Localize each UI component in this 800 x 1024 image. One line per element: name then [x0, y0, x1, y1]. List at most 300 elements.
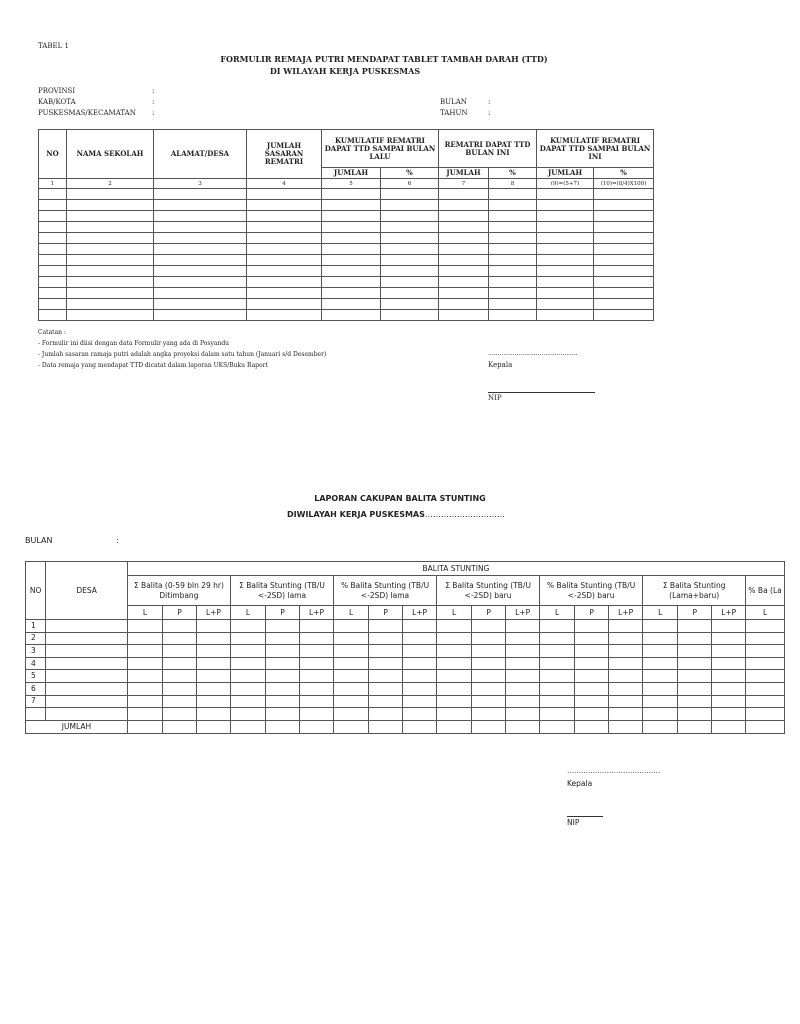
table-cell[interactable] [154, 222, 247, 233]
table-cell[interactable] [439, 277, 489, 288]
table-cell[interactable] [712, 695, 746, 708]
table-cell[interactable] [322, 288, 381, 299]
table-cell[interactable] [437, 695, 472, 708]
table-cell[interactable] [575, 657, 609, 670]
table-cell[interactable] [746, 670, 785, 683]
table-cell[interactable] [230, 682, 265, 695]
table-cell[interactable] [369, 682, 403, 695]
table-cell[interactable] [489, 222, 537, 233]
table-cell[interactable] [300, 682, 334, 695]
table-cell[interactable] [439, 189, 489, 200]
table-cell[interactable] [712, 620, 746, 633]
table-cell[interactable] [266, 682, 300, 695]
table-cell[interactable] [46, 708, 128, 721]
table-cell[interactable] [489, 233, 537, 244]
table-cell[interactable] [334, 632, 369, 645]
table-cell[interactable] [39, 211, 67, 222]
table-cell[interactable] [127, 670, 162, 683]
table-cell[interactable] [643, 682, 678, 695]
table-cell[interactable] [322, 277, 381, 288]
table-cell[interactable] [540, 645, 575, 658]
table-cell[interactable] [439, 244, 489, 255]
table-cell[interactable] [472, 695, 506, 708]
table-cell[interactable] [163, 620, 197, 633]
table-cell[interactable] [594, 189, 654, 200]
table-cell[interactable] [537, 200, 594, 211]
table-cell[interactable] [643, 695, 678, 708]
table-cell[interactable] [322, 310, 381, 321]
table-cell[interactable] [437, 670, 472, 683]
table-cell[interactable] [472, 682, 506, 695]
table-cell[interactable] [369, 645, 403, 658]
table-cell[interactable] [230, 645, 265, 658]
table-cell[interactable] [403, 682, 437, 695]
table-cell[interactable] [266, 708, 300, 721]
table-cell[interactable] [67, 288, 154, 299]
table-cell[interactable] [247, 211, 322, 222]
total-cell[interactable] [266, 720, 300, 733]
table-cell[interactable] [127, 682, 162, 695]
table-cell[interactable] [540, 620, 575, 633]
table-cell[interactable] [369, 670, 403, 683]
table-cell[interactable] [746, 695, 785, 708]
table-cell[interactable] [381, 266, 439, 277]
table-cell[interactable] [154, 310, 247, 321]
table-cell[interactable] [537, 266, 594, 277]
table-cell[interactable] [322, 266, 381, 277]
table-cell[interactable] [322, 200, 381, 211]
table-cell[interactable] [594, 277, 654, 288]
table-cell[interactable] [381, 189, 439, 200]
table-cell[interactable] [67, 244, 154, 255]
table-cell[interactable] [506, 708, 540, 721]
table-cell[interactable] [67, 299, 154, 310]
table-cell[interactable] [300, 708, 334, 721]
table-cell[interactable] [322, 299, 381, 310]
table-cell[interactable] [472, 620, 506, 633]
table-cell[interactable] [712, 682, 746, 695]
table-cell[interactable] [247, 255, 322, 266]
table-cell[interactable] [46, 632, 128, 645]
table-cell[interactable] [437, 657, 472, 670]
table-cell[interactable] [230, 657, 265, 670]
table-cell[interactable] [643, 645, 678, 658]
table-cell[interactable] [154, 200, 247, 211]
table-cell[interactable] [247, 200, 322, 211]
table-cell[interactable] [154, 244, 247, 255]
table-cell[interactable] [403, 620, 437, 633]
table-cell[interactable] [39, 222, 67, 233]
total-cell[interactable] [127, 720, 162, 733]
total-cell[interactable] [163, 720, 197, 733]
table-cell[interactable] [67, 277, 154, 288]
table-cell[interactable] [39, 288, 67, 299]
table-cell[interactable] [154, 288, 247, 299]
table-cell[interactable] [154, 211, 247, 222]
table-cell[interactable] [67, 255, 154, 266]
table-cell[interactable] [575, 670, 609, 683]
table-cell[interactable] [506, 632, 540, 645]
table-cell[interactable] [537, 299, 594, 310]
table-cell[interactable] [506, 645, 540, 658]
table-cell[interactable] [266, 632, 300, 645]
table-cell[interactable] [196, 670, 230, 683]
table-cell[interactable] [196, 620, 230, 633]
total-cell[interactable] [472, 720, 506, 733]
total-cell[interactable] [712, 720, 746, 733]
table-cell[interactable] [39, 189, 67, 200]
table-cell[interactable] [39, 299, 67, 310]
table-cell[interactable] [67, 211, 154, 222]
table-cell[interactable] [196, 682, 230, 695]
table-cell[interactable] [609, 620, 643, 633]
table-cell[interactable] [127, 645, 162, 658]
table-cell[interactable] [381, 222, 439, 233]
table-cell[interactable] [594, 211, 654, 222]
table-cell[interactable] [67, 233, 154, 244]
table-cell[interactable] [540, 670, 575, 683]
table-cell[interactable] [489, 255, 537, 266]
table-cell[interactable] [472, 645, 506, 658]
table-cell[interactable] [369, 620, 403, 633]
table-cell[interactable] [163, 682, 197, 695]
table-cell[interactable] [230, 695, 265, 708]
table-cell[interactable] [39, 266, 67, 277]
table-cell[interactable] [322, 189, 381, 200]
table-cell[interactable] [540, 695, 575, 708]
table-cell[interactable] [575, 645, 609, 658]
table-cell[interactable] [67, 200, 154, 211]
table-cell[interactable] [537, 189, 594, 200]
table-cell[interactable] [439, 200, 489, 211]
table-cell[interactable] [746, 645, 785, 658]
total-cell[interactable] [609, 720, 643, 733]
table-cell[interactable] [540, 682, 575, 695]
table-cell[interactable] [403, 670, 437, 683]
table-cell[interactable] [537, 222, 594, 233]
total-cell[interactable] [334, 720, 369, 733]
table-cell[interactable] [39, 310, 67, 321]
table-cell[interactable] [439, 288, 489, 299]
table-cell[interactable] [266, 657, 300, 670]
total-cell[interactable] [196, 720, 230, 733]
table-cell[interactable] [247, 244, 322, 255]
table-cell[interactable] [746, 682, 785, 695]
table-cell[interactable] [537, 310, 594, 321]
table-cell[interactable] [154, 189, 247, 200]
table-cell[interactable] [154, 299, 247, 310]
table-cell[interactable] [403, 657, 437, 670]
table-cell[interactable] [300, 620, 334, 633]
table-cell[interactable] [575, 682, 609, 695]
table-cell[interactable] [381, 200, 439, 211]
table-cell[interactable] [472, 708, 506, 721]
table-cell[interactable] [746, 620, 785, 633]
total-cell[interactable] [678, 720, 712, 733]
table-cell[interactable] [39, 200, 67, 211]
table-cell[interactable] [127, 695, 162, 708]
table-cell[interactable] [439, 299, 489, 310]
table-cell[interactable] [712, 632, 746, 645]
table-cell[interactable] [489, 277, 537, 288]
table-cell[interactable] [266, 695, 300, 708]
table-cell[interactable] [266, 645, 300, 658]
table-row [39, 222, 654, 233]
table-cell[interactable] [369, 708, 403, 721]
table-cell[interactable] [381, 244, 439, 255]
table-cell[interactable] [678, 670, 712, 683]
table-cell[interactable] [334, 645, 369, 658]
table-cell[interactable] [678, 708, 712, 721]
table-cell[interactable] [540, 632, 575, 645]
table-cell[interactable] [247, 310, 322, 321]
table-cell[interactable] [537, 277, 594, 288]
table-cell[interactable] [537, 244, 594, 255]
table-cell[interactable] [594, 255, 654, 266]
table-cell[interactable] [163, 632, 197, 645]
table-cell[interactable] [403, 708, 437, 721]
table-cell[interactable] [489, 266, 537, 277]
table-cell[interactable] [300, 645, 334, 658]
table-cell[interactable] [163, 670, 197, 683]
table-cell[interactable] [609, 670, 643, 683]
table-cell[interactable] [537, 255, 594, 266]
table-cell[interactable] [230, 670, 265, 683]
table-cell[interactable] [678, 682, 712, 695]
table-cell[interactable] [575, 632, 609, 645]
total-cell[interactable] [575, 720, 609, 733]
table-cell[interactable] [712, 708, 746, 721]
table-cell[interactable] [609, 695, 643, 708]
table-cell[interactable] [247, 288, 322, 299]
table-cell[interactable] [472, 632, 506, 645]
table-cell[interactable] [439, 255, 489, 266]
table-cell[interactable] [381, 310, 439, 321]
table-cell[interactable] [266, 670, 300, 683]
table-cell[interactable] [322, 255, 381, 266]
table-cell[interactable] [472, 670, 506, 683]
table-cell[interactable] [230, 632, 265, 645]
table-cell[interactable] [39, 244, 67, 255]
table-cell[interactable] [537, 233, 594, 244]
table-cell[interactable] [334, 657, 369, 670]
table-cell[interactable] [609, 632, 643, 645]
table-cell[interactable] [334, 620, 369, 633]
table-cell[interactable] [575, 708, 609, 721]
table-cell[interactable] [575, 695, 609, 708]
table-cell[interactable] [506, 620, 540, 633]
table-cell[interactable] [489, 288, 537, 299]
table-cell[interactable] [594, 288, 654, 299]
table-cell[interactable] [746, 708, 785, 721]
table-cell[interactable] [643, 708, 678, 721]
table-cell[interactable] [381, 299, 439, 310]
table-cell[interactable] [39, 277, 67, 288]
table-cell[interactable] [196, 632, 230, 645]
total-cell[interactable] [230, 720, 265, 733]
table-cell[interactable] [322, 211, 381, 222]
table-cell[interactable] [489, 299, 537, 310]
table-cell[interactable] [712, 670, 746, 683]
table-cell[interactable] [489, 310, 537, 321]
table-cell[interactable] [594, 222, 654, 233]
table-cell[interactable] [154, 277, 247, 288]
table-cell[interactable] [230, 620, 265, 633]
table-cell[interactable] [300, 670, 334, 683]
table-cell[interactable] [712, 645, 746, 658]
table-cell[interactable] [439, 266, 489, 277]
table-cell[interactable] [746, 657, 785, 670]
table-cell[interactable] [437, 708, 472, 721]
total-cell[interactable] [403, 720, 437, 733]
table-cell[interactable] [67, 266, 154, 277]
table-cell[interactable] [196, 645, 230, 658]
table-cell[interactable] [266, 620, 300, 633]
table-cell[interactable] [230, 708, 265, 721]
table-cell[interactable] [489, 200, 537, 211]
table-cell[interactable] [196, 695, 230, 708]
table-cell[interactable] [437, 620, 472, 633]
table-cell[interactable] [163, 657, 197, 670]
table-cell[interactable] [322, 222, 381, 233]
table-cell[interactable] [594, 244, 654, 255]
table-cell[interactable] [678, 695, 712, 708]
table-cell[interactable] [369, 657, 403, 670]
table-cell[interactable] [594, 310, 654, 321]
table-cell[interactable] [154, 255, 247, 266]
table-cell[interactable] [381, 233, 439, 244]
table-cell[interactable] [39, 233, 67, 244]
table-cell[interactable] [247, 266, 322, 277]
total-cell[interactable] [540, 720, 575, 733]
table-cell[interactable] [247, 222, 322, 233]
table-cell[interactable] [247, 299, 322, 310]
table-cell[interactable] [127, 708, 162, 721]
table-cell[interactable] [594, 233, 654, 244]
table-cell[interactable] [127, 657, 162, 670]
table-cell[interactable] [643, 657, 678, 670]
table-cell[interactable] [247, 277, 322, 288]
table-cell[interactable] [39, 255, 67, 266]
table-cell[interactable] [381, 288, 439, 299]
table-cell[interactable] [643, 620, 678, 633]
table-cell[interactable] [439, 310, 489, 321]
table-cell[interactable] [46, 620, 128, 633]
table-cell[interactable] [489, 244, 537, 255]
table-cell[interactable] [46, 670, 128, 683]
table-cell[interactable] [489, 189, 537, 200]
table-cell[interactable] [163, 695, 197, 708]
table-cell[interactable] [575, 620, 609, 633]
table-cell[interactable] [196, 708, 230, 721]
table-cell[interactable] [300, 632, 334, 645]
table-cell[interactable] [67, 310, 154, 321]
table-cell[interactable] [46, 695, 128, 708]
table-cell[interactable] [381, 255, 439, 266]
table-cell[interactable] [381, 211, 439, 222]
total-cell[interactable] [746, 720, 785, 733]
table-cell[interactable] [322, 233, 381, 244]
table-cell[interactable] [46, 645, 128, 658]
table-cell[interactable] [334, 695, 369, 708]
table-cell[interactable] [300, 657, 334, 670]
table-cell[interactable] [437, 632, 472, 645]
table-cell[interactable] [506, 670, 540, 683]
table-cell[interactable] [127, 632, 162, 645]
total-cell[interactable] [369, 720, 403, 733]
total-cell[interactable] [506, 720, 540, 733]
table-cell[interactable] [537, 288, 594, 299]
table-cell[interactable] [439, 222, 489, 233]
table-cell[interactable] [127, 620, 162, 633]
table-cell[interactable] [678, 632, 712, 645]
table-cell[interactable] [506, 695, 540, 708]
table-cell[interactable] [369, 632, 403, 645]
table-cell[interactable] [163, 708, 197, 721]
table-cell[interactable] [437, 645, 472, 658]
table-cell[interactable] [196, 657, 230, 670]
table-cell[interactable] [334, 670, 369, 683]
table-cell[interactable] [403, 695, 437, 708]
total-cell[interactable] [300, 720, 334, 733]
table-cell[interactable] [643, 632, 678, 645]
table-cell[interactable] [322, 244, 381, 255]
table-cell[interactable] [67, 222, 154, 233]
table-cell[interactable] [163, 645, 197, 658]
table-cell[interactable] [300, 695, 334, 708]
table-cell[interactable] [540, 657, 575, 670]
table-cell[interactable] [334, 682, 369, 695]
table-cell[interactable] [678, 620, 712, 633]
table-cell[interactable] [154, 266, 247, 277]
table-cell[interactable] [489, 211, 537, 222]
table-cell[interactable] [594, 299, 654, 310]
total-cell[interactable] [437, 720, 472, 733]
table-cell[interactable] [67, 189, 154, 200]
total-cell[interactable] [643, 720, 678, 733]
table-cell[interactable] [609, 645, 643, 658]
table-cell[interactable] [678, 645, 712, 658]
table-cell[interactable] [46, 682, 128, 695]
table-cell[interactable] [712, 657, 746, 670]
table-cell[interactable] [334, 708, 369, 721]
table-cell[interactable] [437, 682, 472, 695]
table-cell[interactable] [609, 657, 643, 670]
table-cell[interactable] [594, 200, 654, 211]
table-cell[interactable] [678, 657, 712, 670]
table-cell[interactable] [247, 233, 322, 244]
table-cell[interactable] [609, 682, 643, 695]
table-cell[interactable] [506, 682, 540, 695]
table-cell[interactable] [746, 632, 785, 645]
table-cell[interactable] [381, 277, 439, 288]
table-cell[interactable] [594, 266, 654, 277]
table-cell[interactable] [439, 211, 489, 222]
table-cell[interactable] [609, 708, 643, 721]
table-cell[interactable] [439, 233, 489, 244]
table-cell[interactable] [46, 657, 128, 670]
table-cell[interactable] [403, 632, 437, 645]
table-cell[interactable] [540, 708, 575, 721]
table-cell[interactable] [369, 695, 403, 708]
table-cell[interactable] [643, 670, 678, 683]
table-cell[interactable] [472, 657, 506, 670]
table-cell[interactable] [403, 645, 437, 658]
table-cell[interactable] [247, 189, 322, 200]
table-cell[interactable] [154, 233, 247, 244]
table-cell[interactable] [537, 211, 594, 222]
table-cell[interactable] [506, 657, 540, 670]
